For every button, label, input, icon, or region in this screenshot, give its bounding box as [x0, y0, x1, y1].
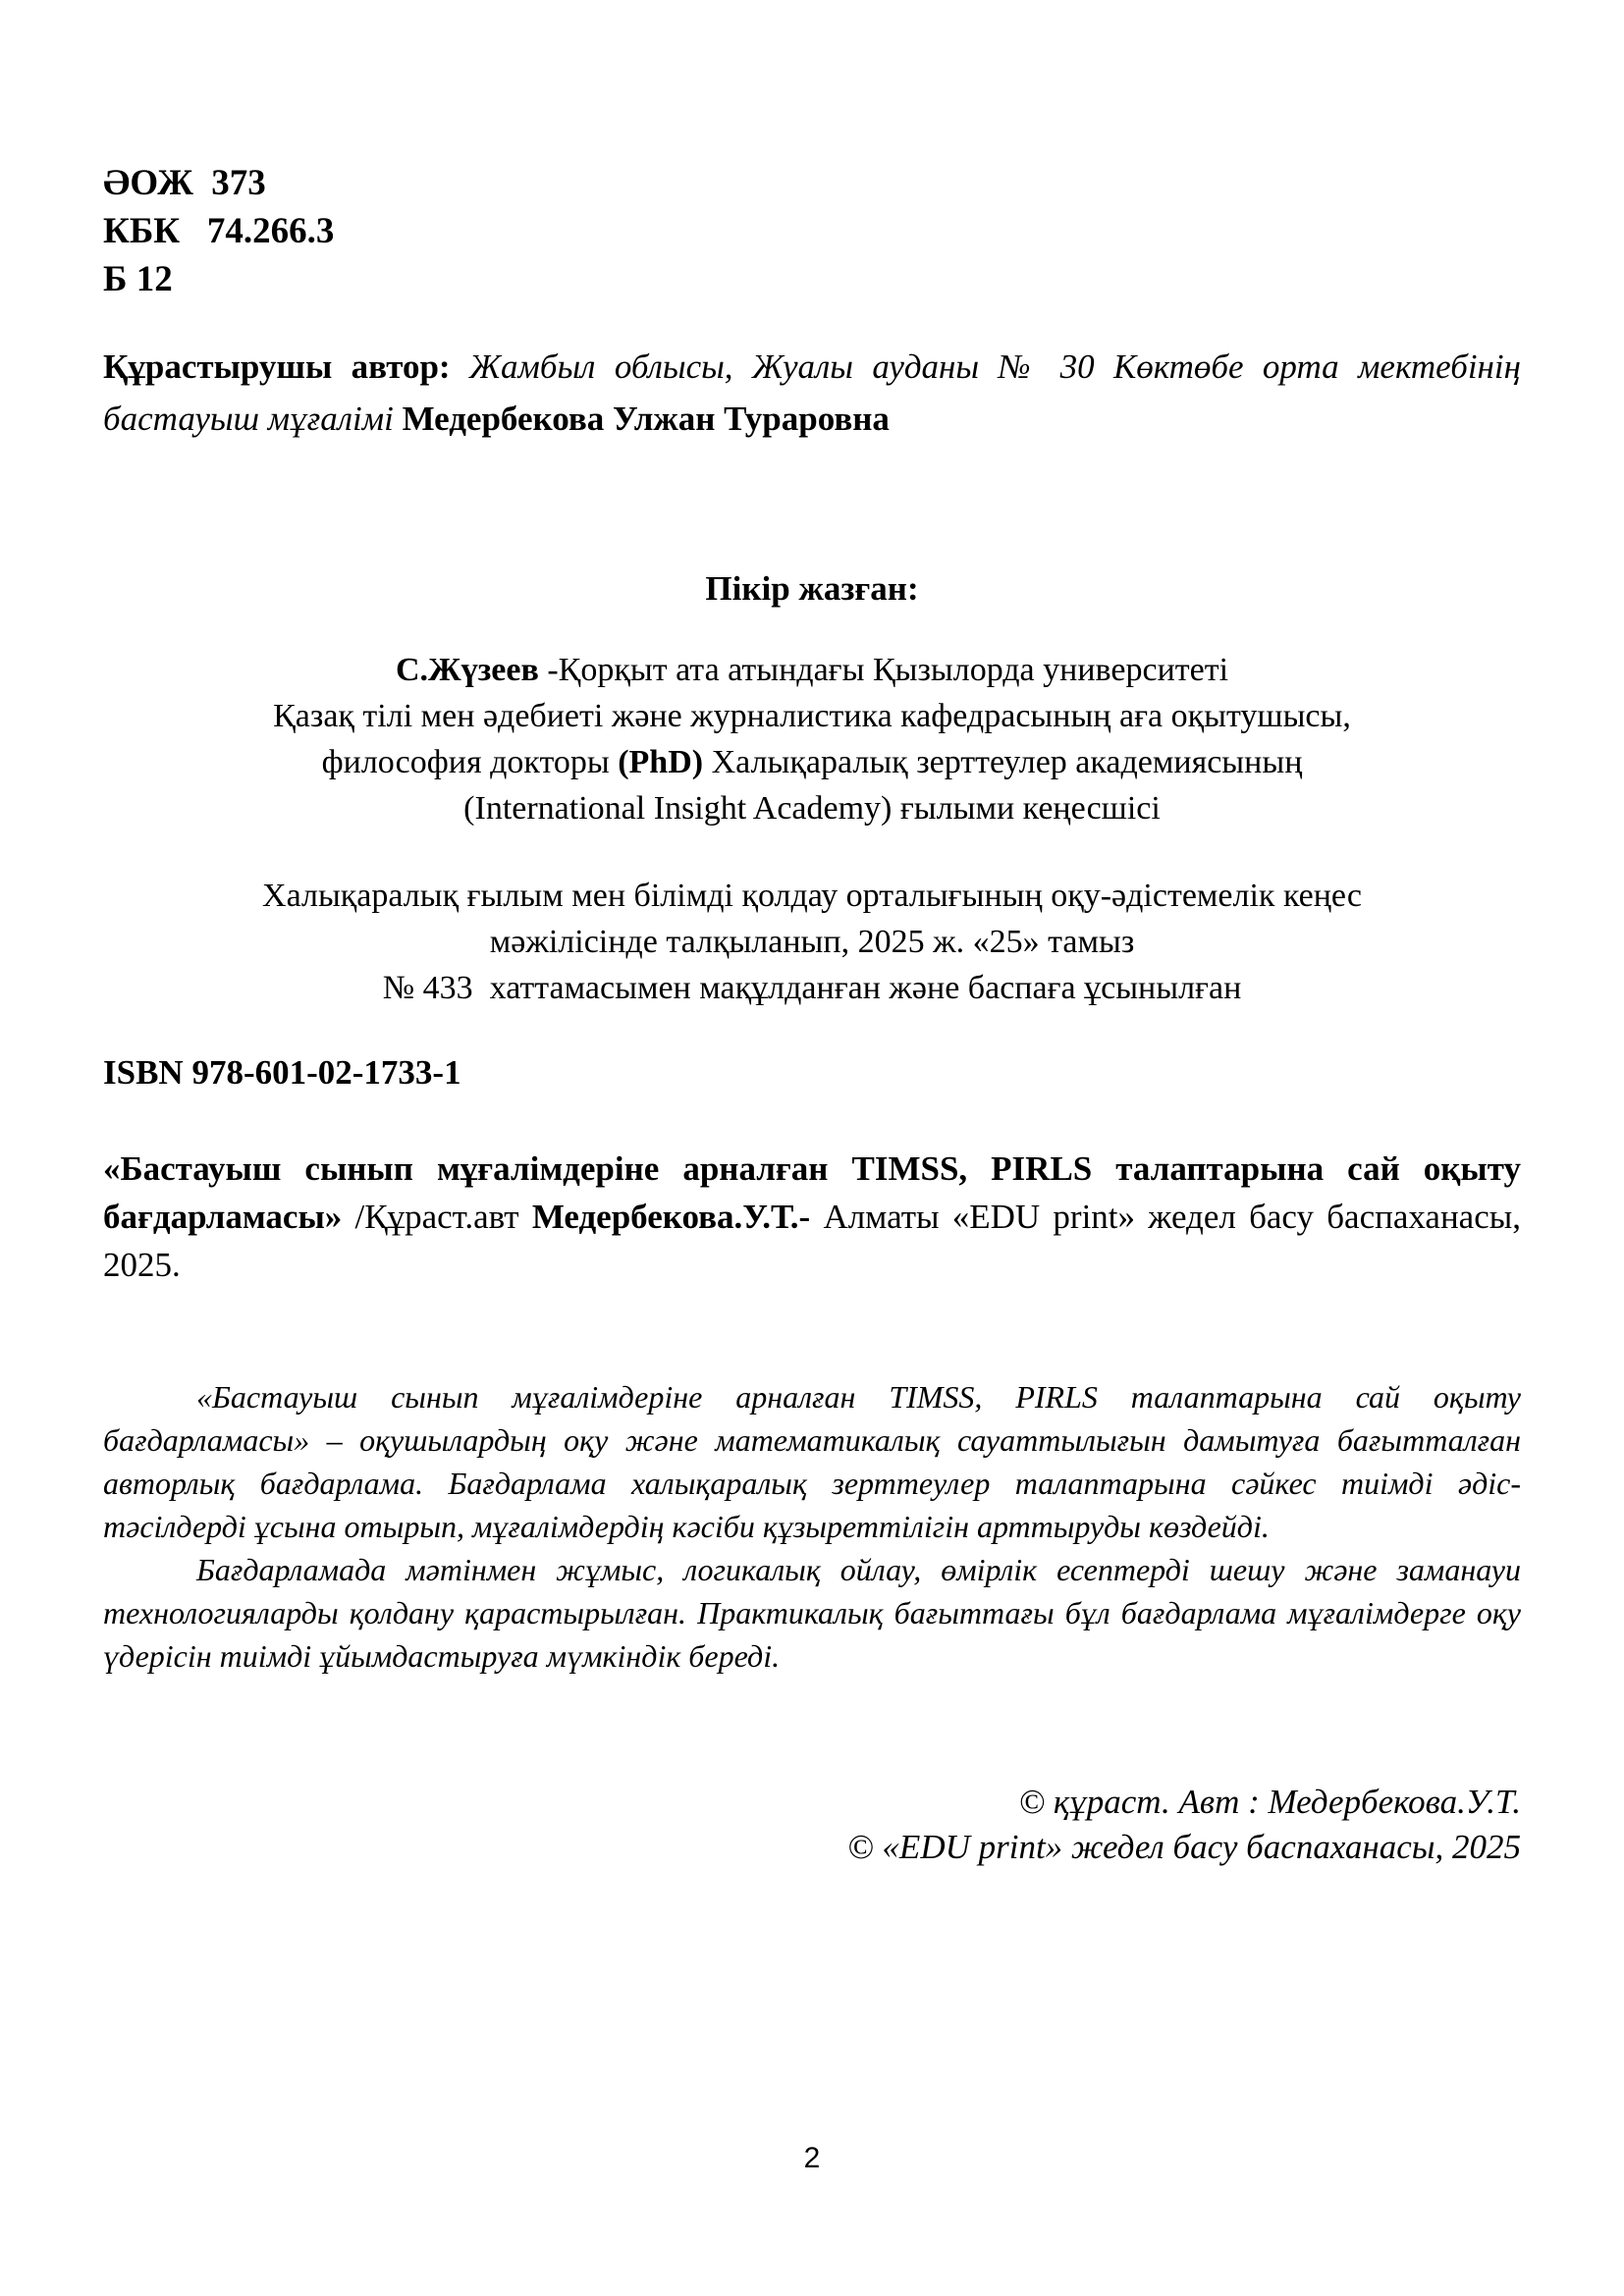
compiler-author-label: Құрастырушы автор:	[103, 347, 451, 386]
approval-block	[103, 873, 1521, 1011]
reviewer-line-1	[103, 647, 1521, 693]
reviewer-line-4: (International Insight Academy) ғылыми кеңесшісі	[463, 790, 1161, 827]
copyright-line-1: © құраст. Авт : Медербекова.У.Т.	[1018, 1783, 1521, 1821]
classification-codes	[103, 159, 1521, 303]
reviewer-line-3	[103, 739, 1521, 785]
copyright-block	[103, 1780, 1521, 1870]
page-number: 2	[803, 2142, 821, 2174]
approval-line-1: Халықаралық ғылым мен білімді қолдау орталығының оқу-әдістемелік кеңес	[262, 878, 1362, 914]
annotation-block	[103, 1375, 1521, 1678]
imprint-paragraph	[103, 1145, 1521, 1289]
compiler-author-name: Медербекова Улжан Тураровна	[402, 400, 890, 438]
imprint-title: «Бастауыш сынып мұғалімдеріне арналған TIMSS, PIRLS талаптарына сай оқыту бағдарламасы»	[103, 1149, 1521, 1236]
page-content	[0, 159, 1624, 1870]
compiler-author-paragraph	[103, 341, 1521, 445]
approval-line-2: мәжілісінде талқыланып, 2025 ж. «25» тамыз	[489, 924, 1135, 960]
copyright-line-2: © «EDU print» жедел басу баспаханасы, 2025	[847, 1828, 1521, 1866]
reviewer-line-1-rest: -Қорқыт ата атындағы Қызылорда университеті	[547, 652, 1229, 688]
bbk-code: КБК 74.266.3	[103, 211, 335, 251]
imprint-compiler-label: /Құраст.авт	[354, 1198, 519, 1236]
reviewer-line-2: Қазақ тілі мен әдебиеті және журналистика кафедрасының аға оқытушысы,	[273, 698, 1351, 734]
reviewer-heading: Пікір жазған:	[705, 569, 919, 608]
annotation-paragraph-2: Бағдарламада мәтінмен жұмыс, логикалық ойлау, өмірлік есептерді шешу және заманауи технологияларды қолдану қарастырылған. Практикалық бағыттағы бұл бағдарлама мұғалімдерге оқу үдерісін тиімді ұйымдастыруға мүмкіндік береді.	[103, 1552, 1521, 1674]
reviewer-name: С.Жүзеев	[395, 652, 539, 688]
imprint-publisher: Алматы «EDU print» жедел басу баспаханасы, 2025.	[103, 1198, 1522, 1284]
udc-code: ӘОЖ 373	[103, 163, 266, 203]
annotation-paragraph-1: «Бастауыш сынып мұғалімдеріне арналған TIMSS, PIRLS талаптарына сай оқыту бағдарламасы» – оқушылардың оқу және математикалық сауаттылығын дамытуға бағытталған авторлық бағдарлама. Бағдарлама халықаралық зерттеулер талаптарына сәйкес тиімді әдіс-тәсілдерді ұсына отырып, мұғалімдердің кәсіби құзыреттілігін арттыруды көздейді.	[103, 1379, 1521, 1544]
approval-line-3: № 433 хаттамасымен мақұлданған және баспаға ұсынылған	[382, 970, 1242, 1006]
reviewer-line-3-post: Халықаралық зерттеулер академиясының	[711, 744, 1303, 780]
reviewer-line-3-pre: философия докторы	[321, 744, 610, 780]
reviewer-phd-label: (PhD)	[618, 744, 704, 780]
imprint-compiler-name: Медербекова.У.Т.-	[531, 1198, 811, 1236]
reviewer-block	[103, 647, 1521, 831]
compiler-author-description: Жамбыл облысы, Жуалы ауданы № 30 Көктөбе орта мектебінің бастауыш мұғалімі	[103, 347, 1521, 438]
b12-code: Б 12	[103, 259, 173, 299]
isbn-line: ISBN 978-601-02-1733-1	[103, 1053, 461, 1092]
